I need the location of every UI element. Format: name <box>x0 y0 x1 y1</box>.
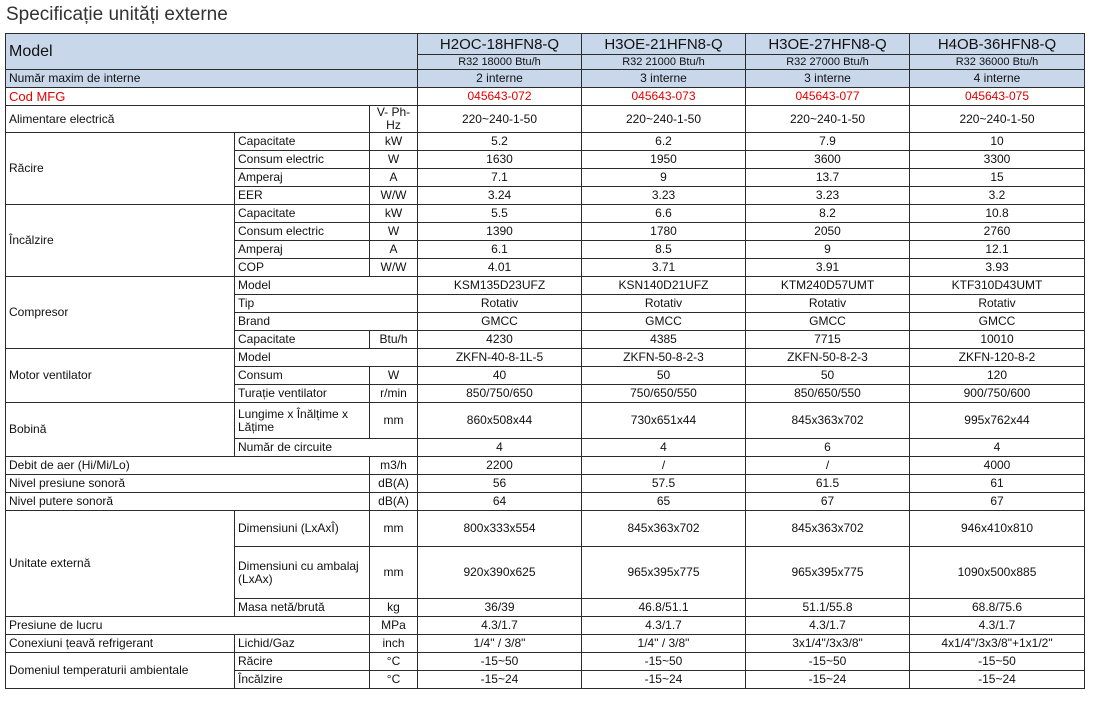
model-name: H3OE-21HFN8-Q <box>582 34 746 55</box>
cell-value: -15~50 <box>746 653 910 671</box>
cell-value: 51.1/55.8 <box>746 599 910 617</box>
cell-value: 220~240-1-50 <box>910 106 1085 133</box>
spec-table <box>5 33 1085 689</box>
group-label: Motor ventilator <box>6 349 235 403</box>
sub-label: Amperaj <box>235 169 370 187</box>
page-title: Specificație unități externe <box>6 4 228 25</box>
airflow-row <box>6 457 1085 475</box>
cell-value: 045643-073 <box>582 88 746 106</box>
row-label: Nivel putere sonoră <box>6 493 370 511</box>
model-capacity: R32 36000 Btu/h <box>910 55 1085 70</box>
unit-cell: A <box>370 241 418 259</box>
cell-value: 3.24 <box>418 187 582 205</box>
cell-value: 13.7 <box>746 169 910 187</box>
cell-value: GMCC <box>910 313 1085 331</box>
cell-value: 6.2 <box>582 133 746 151</box>
cell-value: 4385 <box>582 331 746 349</box>
cell-value: 57.5 <box>582 475 746 493</box>
group-label: Bobină <box>6 403 235 457</box>
cell-value: 4x1/4"/3x3/8"+1x1/2" <box>910 635 1085 653</box>
working-pressure-row <box>6 617 1085 635</box>
cell-value: 5.2 <box>418 133 582 151</box>
cell-value: 10.8 <box>910 205 1085 223</box>
group-label: Răcire <box>6 133 235 205</box>
sub-label: Răcire <box>235 653 370 671</box>
sub-label: Dimensiuni (LxAxÎ) <box>235 511 370 547</box>
sub-label: Capacitate <box>235 133 370 151</box>
group-label: Domeniul temperaturii ambientale <box>6 653 235 689</box>
cell-value: 15 <box>910 169 1085 187</box>
unit-cell: °C <box>370 671 418 689</box>
model-capacity: R32 21000 Btu/h <box>582 55 746 70</box>
cell-value: 9 <box>582 169 746 187</box>
cell-value: 3600 <box>746 151 910 169</box>
sound-pressure-row <box>6 475 1085 493</box>
cell-value: KTM240D57UMT <box>746 277 910 295</box>
cell-value: 10010 <box>910 331 1085 349</box>
cell-value: 730x651x44 <box>582 403 746 439</box>
cell-value: 4.3/1.7 <box>582 617 746 635</box>
unit-cell: W <box>370 367 418 385</box>
cell-value: 3300 <box>910 151 1085 169</box>
unit-cell: kg <box>370 599 418 617</box>
cell-value: 6 <box>746 439 910 457</box>
unit-cell: kW <box>370 133 418 151</box>
fan-motor-row <box>6 349 1085 367</box>
header-row <box>6 34 1085 55</box>
cell-value: 845x363x702 <box>746 511 910 547</box>
cell-value: 845x363x702 <box>582 511 746 547</box>
cell-value: 56 <box>418 475 582 493</box>
model-capacity: R32 27000 Btu/h <box>746 55 910 70</box>
model-name: H4OB-36HFN8-Q <box>910 34 1085 55</box>
cell-value: 8.2 <box>746 205 910 223</box>
cell-value: 4.3/1.7 <box>746 617 910 635</box>
cell-value: Rotativ <box>910 295 1085 313</box>
group-label: Încălzire <box>6 205 235 277</box>
unit-cell: mm <box>370 511 418 547</box>
sub-label: Consum electric <box>235 151 370 169</box>
unit-cell: dB(A) <box>370 475 418 493</box>
cell-value: 3 interne <box>582 70 746 88</box>
unit-cell: W <box>370 223 418 241</box>
sub-label: Consum <box>235 367 370 385</box>
cell-value: / <box>582 457 746 475</box>
cell-value: -15~50 <box>910 653 1085 671</box>
unit-cell: W/W <box>370 187 418 205</box>
sub-label: Model <box>235 349 418 367</box>
cell-value: 3.91 <box>746 259 910 277</box>
cell-value: 1390 <box>418 223 582 241</box>
cell-value: 61 <box>910 475 1085 493</box>
cell-value: KTF310D43UMT <box>910 277 1085 295</box>
sub-label: Amperaj <box>235 241 370 259</box>
unit-cell: mm <box>370 403 418 439</box>
cell-value: 46.8/51.1 <box>582 599 746 617</box>
model-name: H3OE-27HFN8-Q <box>746 34 910 55</box>
model-capacity: R32 18000 Btu/h <box>418 55 582 70</box>
group-label: Compresor <box>6 277 235 349</box>
sub-label: Model <box>235 277 418 295</box>
cell-value: -15~50 <box>418 653 582 671</box>
ambient-row <box>6 653 1085 671</box>
cell-value: 045643-072 <box>418 88 582 106</box>
cell-value: 4 <box>418 439 582 457</box>
cell-value: -15~50 <box>582 653 746 671</box>
cell-value: 120 <box>910 367 1085 385</box>
cell-value: 995x762x44 <box>910 403 1085 439</box>
cell-value: 8.5 <box>582 241 746 259</box>
cell-value: 6.1 <box>418 241 582 259</box>
cell-value: 1780 <box>582 223 746 241</box>
unit-cell: W/W <box>370 259 418 277</box>
cell-value: 850/750/650 <box>418 385 582 403</box>
cell-value: 5.5 <box>418 205 582 223</box>
unit-cell: mm <box>370 547 418 599</box>
cell-value: 220~240-1-50 <box>582 106 746 133</box>
cell-value: 1630 <box>418 151 582 169</box>
row-label: Debit de aer (Hi/Mi/Lo) <box>6 457 370 475</box>
unit-cell: dB(A) <box>370 493 418 511</box>
compressor-row <box>6 277 1085 295</box>
cell-value: 845x363x702 <box>746 403 910 439</box>
cell-value: 1/4" / 3/8" <box>418 635 582 653</box>
coil-row <box>6 403 1085 439</box>
cell-value: Rotativ <box>418 295 582 313</box>
cell-value: 9 <box>746 241 910 259</box>
cell-value: 6.6 <box>582 205 746 223</box>
cell-value: 3.23 <box>746 187 910 205</box>
unit-cell: kW <box>370 205 418 223</box>
cell-value: 4000 <box>910 457 1085 475</box>
cell-value: 4 interne <box>910 70 1085 88</box>
cell-value: 4.3/1.7 <box>418 617 582 635</box>
cell-value: 1090x500x885 <box>910 547 1085 599</box>
cell-value: 965x395x775 <box>582 547 746 599</box>
cell-value: 7.1 <box>418 169 582 187</box>
cell-value: 4 <box>910 439 1085 457</box>
cell-value: 800x333x554 <box>418 511 582 547</box>
cell-value: / <box>746 457 910 475</box>
row-label: Conexiuni țeavă refrigerant <box>6 635 235 653</box>
unit-cell: W <box>370 151 418 169</box>
sub-label: Dimensiuni cu ambalaj (LxAx) <box>235 547 370 599</box>
cell-value: 3x1/4"/3x3/8" <box>746 635 910 653</box>
cell-value: 860x508x44 <box>418 403 582 439</box>
pipe-row <box>6 635 1085 653</box>
unit-cell: MPa <box>370 617 418 635</box>
cell-value: 10 <box>910 133 1085 151</box>
cell-value: 045643-077 <box>746 88 910 106</box>
cell-value: Rotativ <box>746 295 910 313</box>
cell-value: ZKFN-40-8-1L-5 <box>418 349 582 367</box>
cell-value: -15~24 <box>582 671 746 689</box>
cell-value: 67 <box>746 493 910 511</box>
sub-label: Brand <box>235 313 418 331</box>
group-label: Unitate externă <box>6 511 235 617</box>
cell-value: Rotativ <box>582 295 746 313</box>
cell-value: 3.2 <box>910 187 1085 205</box>
mfg-row <box>6 88 1085 106</box>
sub-label: Tip <box>235 295 418 313</box>
heating-row <box>6 205 1085 223</box>
cell-value: 1950 <box>582 151 746 169</box>
cell-value: 4.01 <box>418 259 582 277</box>
model-header-label: Model <box>6 34 418 70</box>
cell-value: 3.71 <box>582 259 746 277</box>
cell-value: 965x395x775 <box>746 547 910 599</box>
sub-label: Consum electric <box>235 223 370 241</box>
sub-label: Turație ventilator <box>235 385 370 403</box>
cell-value: 2200 <box>418 457 582 475</box>
row-label: Presiune de lucru <box>6 617 370 635</box>
cell-value: GMCC <box>746 313 910 331</box>
cell-value: 946x410x810 <box>910 511 1085 547</box>
cell-value: 2050 <box>746 223 910 241</box>
sub-label: EER <box>235 187 370 205</box>
cell-value: 220~240-1-50 <box>746 106 910 133</box>
cell-value: 220~240-1-50 <box>418 106 582 133</box>
cell-value: -15~24 <box>746 671 910 689</box>
row-label: Cod MFG <box>6 88 418 106</box>
cell-value: ZKFN-50-8-2-3 <box>582 349 746 367</box>
cell-value: 7715 <box>746 331 910 349</box>
cell-value: 61.5 <box>746 475 910 493</box>
sub-label: COP <box>235 259 370 277</box>
cell-value: 3.23 <box>582 187 746 205</box>
power-supply-row <box>6 106 1085 133</box>
sub-label: Lungime x Înălțime x Lățime <box>235 403 370 439</box>
cell-value: 64 <box>418 493 582 511</box>
cell-value: 12.1 <box>910 241 1085 259</box>
cell-value: 40 <box>418 367 582 385</box>
unit-cell: inch <box>370 635 418 653</box>
cell-value: 920x390x625 <box>418 547 582 599</box>
model-name: H2OC-18HFN8-Q <box>418 34 582 55</box>
cell-value: 4 <box>582 439 746 457</box>
cell-value: -15~24 <box>910 671 1085 689</box>
cell-value: 3.93 <box>910 259 1085 277</box>
sub-label: Capacitate <box>235 331 370 349</box>
cell-value: 68.8/75.6 <box>910 599 1085 617</box>
unit-cell: °C <box>370 653 418 671</box>
cell-value: KSN140D21UFZ <box>582 277 746 295</box>
cooling-row <box>6 133 1085 151</box>
sub-label: Capacitate <box>235 205 370 223</box>
cell-value: ZKFN-120-8-2 <box>910 349 1085 367</box>
outdoor-unit-row <box>6 511 1085 547</box>
cell-value: 7.9 <box>746 133 910 151</box>
unit-cell: Btu/h <box>370 331 418 349</box>
sub-label: Număr de circuite <box>235 439 418 457</box>
cell-value: 045643-075 <box>910 88 1085 106</box>
sub-label: Lichid/Gaz <box>235 635 370 653</box>
unit-cell: V- Ph-Hz <box>370 106 418 133</box>
cell-value: GMCC <box>582 313 746 331</box>
row-label: Alimentare electrică <box>6 106 370 133</box>
max-indoor-row <box>6 70 1085 88</box>
sub-label: Masa netă/brută <box>235 599 370 617</box>
cell-value: 3 interne <box>746 70 910 88</box>
cell-value: 50 <box>582 367 746 385</box>
cell-value: 67 <box>910 493 1085 511</box>
cell-value: 1/4" / 3/8" <box>582 635 746 653</box>
row-label: Număr maxim de interne <box>6 70 418 88</box>
cell-value: -15~24 <box>418 671 582 689</box>
cell-value: 65 <box>582 493 746 511</box>
cell-value: 2 interne <box>418 70 582 88</box>
row-label: Nivel presiune sonoră <box>6 475 370 493</box>
cell-value: 2760 <box>910 223 1085 241</box>
cell-value: ZKFN-50-8-2-3 <box>746 349 910 367</box>
cell-value: 4230 <box>418 331 582 349</box>
unit-cell: r/min <box>370 385 418 403</box>
cell-value: 750/650/550 <box>582 385 746 403</box>
cell-value: 900/750/600 <box>910 385 1085 403</box>
unit-cell: m3/h <box>370 457 418 475</box>
cell-value: 36/39 <box>418 599 582 617</box>
cell-value: 4.3/1.7 <box>910 617 1085 635</box>
cell-value: GMCC <box>418 313 582 331</box>
sub-label: Încălzire <box>235 671 370 689</box>
cell-value: 850/650/550 <box>746 385 910 403</box>
cell-value: KSM135D23UFZ <box>418 277 582 295</box>
unit-cell: A <box>370 169 418 187</box>
sound-power-row <box>6 493 1085 511</box>
cell-value: 50 <box>746 367 910 385</box>
